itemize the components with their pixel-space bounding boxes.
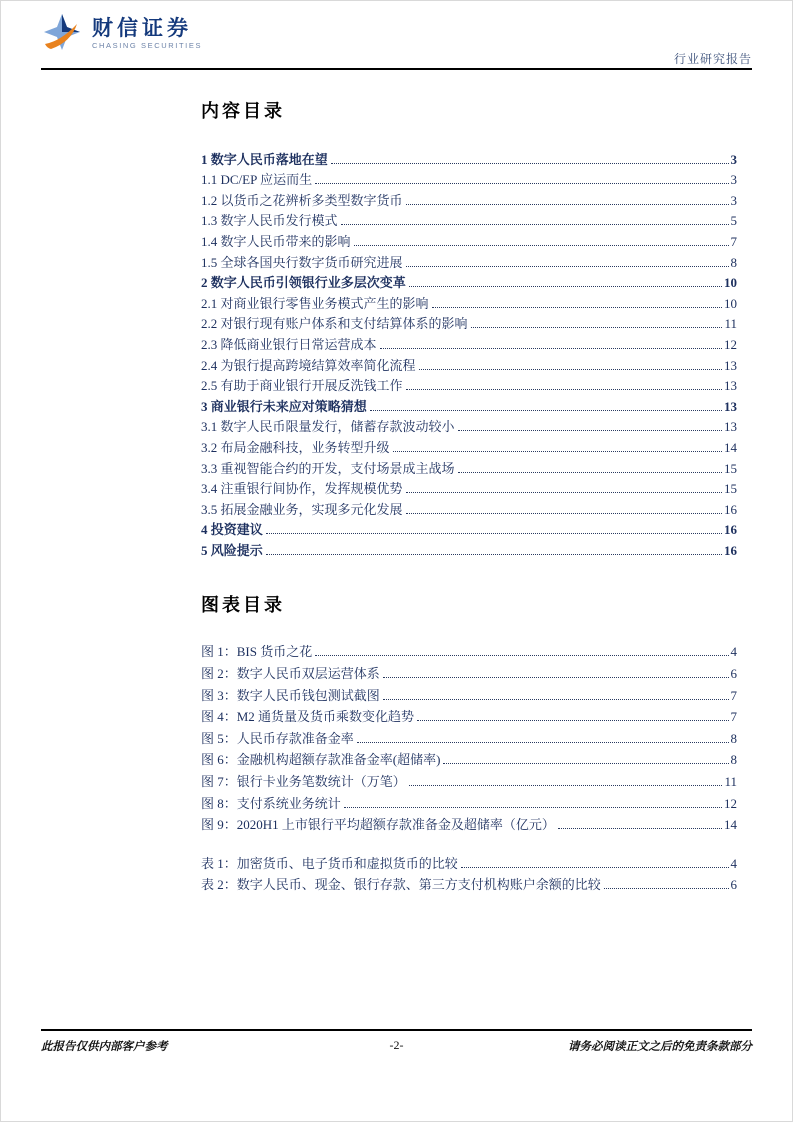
contents-list xyxy=(201,147,737,559)
brand-name-cn: 财信证券 xyxy=(92,17,192,41)
contents-entry-label: 2.5 有助于商业银行开展反洗钱工作 xyxy=(201,378,403,394)
figure-entry-row[interactable] xyxy=(201,725,737,747)
tables-list xyxy=(201,850,737,893)
header-divider xyxy=(41,68,752,70)
figure-entry-label: 图 2：数字人民币双层运营体系 xyxy=(201,666,380,682)
page-header xyxy=(41,13,752,67)
contents-entry-label: 1.5 全球各国央行数字货币研究进展 xyxy=(201,254,403,270)
dot-leader xyxy=(409,286,722,287)
contents-entry-label: 2.1 对商业银行零售业务模式产生的影响 xyxy=(201,295,429,311)
figure-entry-label: 图 8：支付系统业务统计 xyxy=(201,795,341,811)
figures-title: 图表目录 xyxy=(201,594,285,615)
figure-entry-row[interactable] xyxy=(201,768,737,790)
figure-entry-row[interactable] xyxy=(201,682,737,704)
dot-leader xyxy=(406,266,729,267)
figure-entry-label: 图 4：M2 通货量及货币乘数变化趋势 xyxy=(201,709,415,725)
contents-entry-label: 3.2 布局金融科技，业务转型升级 xyxy=(201,439,390,455)
dot-leader xyxy=(393,451,722,452)
figure-entry-page: 7 xyxy=(730,687,737,703)
contents-entry-page: 8 xyxy=(730,254,737,270)
contents-entry-page: 15 xyxy=(724,481,737,497)
contents-entry-page: 16 xyxy=(724,542,737,558)
contents-entry-label: 5 风险提示 xyxy=(201,542,263,558)
contents-title: 内容目录 xyxy=(201,101,285,121)
contents-entry-row[interactable] xyxy=(201,353,737,374)
dot-leader xyxy=(409,785,723,786)
dot-leader xyxy=(458,472,722,473)
footer-disclaimer-right: 请务必阅读正文之后的免责条款部分 xyxy=(568,1041,752,1053)
brand-text xyxy=(92,17,202,50)
contents-entry-row[interactable] xyxy=(201,229,737,250)
brand-name-en: CHASING SECURITIES xyxy=(92,41,203,51)
contents-entry-row[interactable] xyxy=(201,538,737,559)
contents-entry-row[interactable] xyxy=(201,394,737,415)
contents-entry-label: 3 商业银行未来应对策略猜想 xyxy=(201,398,367,414)
contents-entry-row[interactable] xyxy=(201,456,737,477)
footer-row xyxy=(41,1038,752,1054)
contents-entry-page: 3 xyxy=(730,172,737,188)
dot-leader xyxy=(266,533,722,534)
dot-leader xyxy=(432,307,722,308)
dot-leader xyxy=(471,327,723,328)
figure-entry-page: 7 xyxy=(730,709,737,725)
figure-entry-row[interactable] xyxy=(201,747,737,769)
contents-entry-label: 4 投资建议 xyxy=(201,522,263,538)
dot-leader xyxy=(417,720,728,721)
figure-entry-page: 12 xyxy=(724,795,737,811)
contents-entry-row[interactable] xyxy=(201,477,737,498)
contents-entry-page: 11 xyxy=(724,316,737,332)
footer-disclaimer-left: 此报告仅供内部客户参考 xyxy=(41,1041,168,1053)
dot-leader xyxy=(315,655,728,656)
contents-entry-row[interactable] xyxy=(201,291,737,312)
figure-entry-label: 图 6：金融机构超额存款准备金率(超储率) xyxy=(201,752,441,768)
contents-entry-label: 2.2 对银行现有账户体系和支付结算体系的影响 xyxy=(201,316,468,332)
contents-entry-page: 5 xyxy=(730,213,737,229)
dot-leader xyxy=(406,513,722,514)
table-entry-page: 6 xyxy=(730,877,737,893)
contents-entry-page: 3 xyxy=(730,151,737,167)
dot-leader xyxy=(604,888,729,889)
contents-entry-page: 10 xyxy=(724,295,737,311)
contents-entry-row[interactable] xyxy=(201,518,737,539)
contents-entry-page: 15 xyxy=(724,460,737,476)
contents-entry-label: 2.4 为银行提高跨境结算效率简化流程 xyxy=(201,357,416,373)
contents-entry-label: 2.3 降低商业银行日常运营成本 xyxy=(201,336,377,352)
figure-entry-label: 图 5：人民币存款准备金率 xyxy=(201,730,354,746)
contents-entry-label: 3.5 拓展金融业务，实现多元化发展 xyxy=(201,501,403,517)
dot-leader xyxy=(341,224,729,225)
contents-entry-label: 3.4 注重银行间协作，发挥规模优势 xyxy=(201,481,403,497)
dot-leader xyxy=(380,348,722,349)
contents-entry-page: 16 xyxy=(724,501,737,517)
contents-entry-label: 1 数字人民币落地在望 xyxy=(201,151,328,167)
page-number: -2- xyxy=(389,1038,404,1052)
figure-entry-page: 14 xyxy=(724,817,737,833)
table-entry-label: 表 1：加密货币、电子货币和虚拟货币的比较 xyxy=(201,855,458,871)
figure-entry-page: 4 xyxy=(730,644,737,660)
contents-entry-row[interactable] xyxy=(201,250,737,271)
figure-entry-row[interactable] xyxy=(201,639,737,661)
contents-entry-page: 12 xyxy=(724,336,737,352)
figure-entry-label: 图 9：2020H1 上市银行平均超额存款准备金及超储率（亿元） xyxy=(201,817,555,833)
figure-entry-label: 图 1：BIS 货币之花 xyxy=(201,644,313,660)
table-entry-row[interactable] xyxy=(201,872,737,894)
figure-entry-row[interactable] xyxy=(201,660,737,682)
contents-entry-row[interactable] xyxy=(201,188,737,209)
dot-leader xyxy=(354,245,729,246)
dot-leader xyxy=(357,742,729,743)
figure-entry-page: 8 xyxy=(730,752,737,768)
contents-entry-label: 3.3 重视智能合约的开发，支付场景成主战场 xyxy=(201,460,455,476)
figure-entry-row[interactable] xyxy=(201,812,737,834)
contents-entry-page: 13 xyxy=(724,419,737,435)
brand-logo-icon xyxy=(41,13,83,55)
dot-leader xyxy=(406,492,722,493)
figure-entry-page: 6 xyxy=(730,666,737,682)
dot-leader xyxy=(315,183,728,184)
contents-entry-row[interactable] xyxy=(201,271,737,292)
dot-leader xyxy=(266,554,722,555)
figure-entry-page: 8 xyxy=(730,730,737,746)
contents-entry-page: 13 xyxy=(724,378,737,394)
table-entry-label: 表 2：数字人民币、现金、银行存款、第三方支付机构账户余额的比较 xyxy=(201,877,601,893)
page-footer xyxy=(41,1029,752,1054)
dot-leader xyxy=(458,430,722,431)
dot-leader xyxy=(406,204,729,205)
toc-main xyxy=(201,97,737,893)
contents-entry-row[interactable] xyxy=(201,168,737,189)
contents-entry-page: 3 xyxy=(730,192,737,208)
contents-entry-label: 3.1 数字人民币限量发行，储蓄存款波动较小 xyxy=(201,419,455,435)
figure-entry-label: 图 3：数字人民币钱包测试截图 xyxy=(201,687,380,703)
table-entry-row[interactable] xyxy=(201,850,737,872)
contents-entry-row[interactable] xyxy=(201,374,737,395)
dot-leader xyxy=(461,867,729,868)
contents-entry-row[interactable] xyxy=(201,209,737,230)
dot-leader xyxy=(370,410,722,411)
figures-list xyxy=(201,639,737,833)
figure-entry-row[interactable] xyxy=(201,790,737,812)
figure-entry-row[interactable] xyxy=(201,704,737,726)
contents-entry-label: 1.2 以货币之花辨析多类型数字货币 xyxy=(201,192,403,208)
contents-entry-page: 14 xyxy=(724,439,737,455)
contents-entry-label: 1.3 数字人民币发行模式 xyxy=(201,213,338,229)
contents-entry-row[interactable] xyxy=(201,147,737,168)
contents-entry-label: 1.1 DC/EP 应运而生 xyxy=(201,172,313,188)
footer-divider xyxy=(41,1029,752,1031)
dot-leader xyxy=(406,389,722,390)
figure-entry-page: 11 xyxy=(724,774,737,790)
contents-entry-page: 13 xyxy=(724,357,737,373)
dot-leader xyxy=(558,828,722,829)
dot-leader xyxy=(331,163,729,164)
dot-leader xyxy=(383,677,729,678)
dot-leader xyxy=(419,369,722,370)
contents-entry-label: 2 数字人民币引领银行业多层次变革 xyxy=(201,275,406,291)
report-type-label: 行业研究报告 xyxy=(673,52,752,66)
contents-entry-row[interactable] xyxy=(201,332,737,353)
contents-entry-page: 13 xyxy=(724,398,737,414)
figure-entry-label: 图 7：银行卡业务笔数统计（万笔） xyxy=(201,774,406,790)
dot-leader xyxy=(344,807,722,808)
contents-entry-label: 1.4 数字人民币带来的影响 xyxy=(201,233,351,249)
dot-leader xyxy=(443,763,728,764)
contents-entry-row[interactable] xyxy=(201,497,737,518)
contents-entry-row[interactable] xyxy=(201,435,737,456)
dot-leader xyxy=(383,699,729,700)
contents-entry-page: 7 xyxy=(730,233,737,249)
brand xyxy=(41,13,752,55)
contents-entry-row[interactable] xyxy=(201,415,737,436)
contents-entry-row[interactable] xyxy=(201,312,737,333)
contents-entry-page: 16 xyxy=(724,522,737,538)
contents-entry-page: 10 xyxy=(724,275,737,291)
table-entry-page: 4 xyxy=(730,855,737,871)
